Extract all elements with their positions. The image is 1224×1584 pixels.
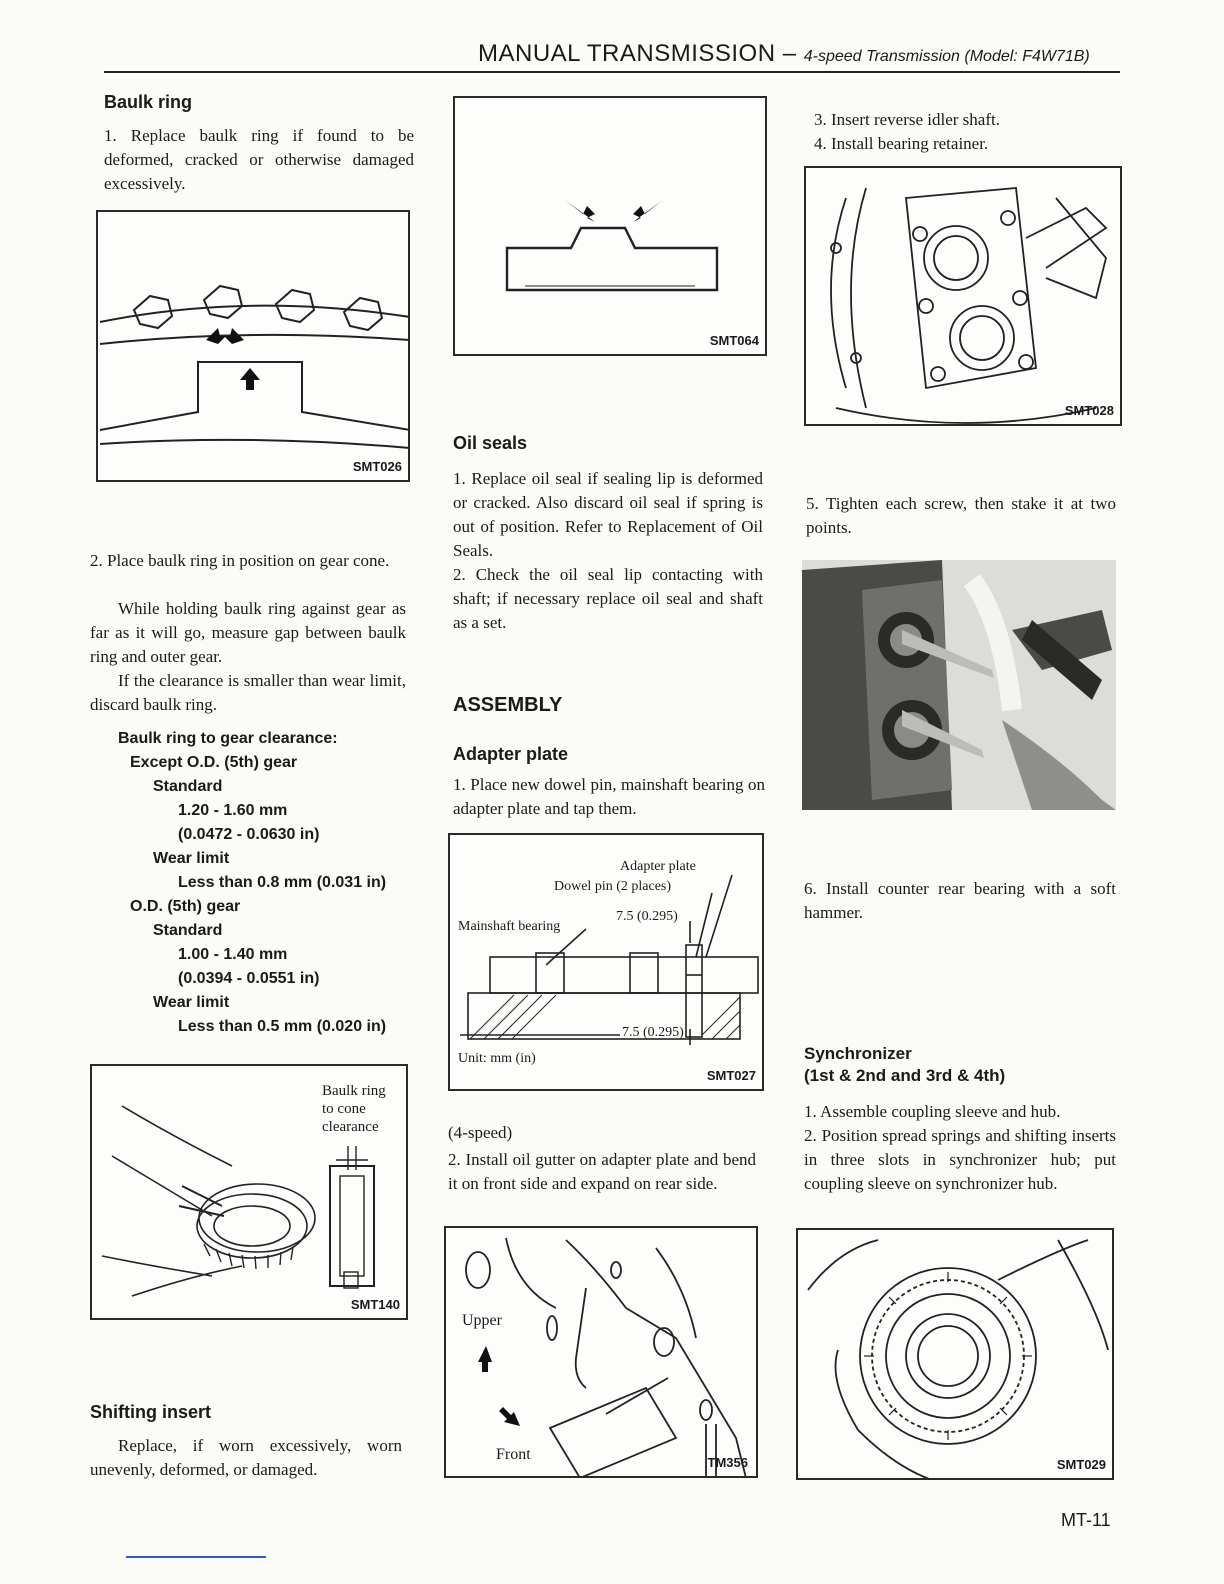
baulk-ring-heading: Baulk ring [104,92,193,112]
figure-code: SMT140 [350,1297,400,1312]
synchronizer-subheading: (1st & 2nd and 3rd & 4th) [804,1066,1006,1085]
page-number: MT-11 [1061,1510,1111,1530]
baulk-ring-step-2: 2. Place baulk ring in position on gear cone. [90,551,390,570]
synchronizer-step-1: 1. Assemble coupling sleeve and hub. [804,1102,1061,1121]
assembly-heading: ASSEMBLY [453,694,563,716]
label-front: Front [496,1446,531,1463]
baulk-ring-step-1: 1. Replace baulk ring if found to be deformed, cracked or otherwise damaged excessively. [104,126,414,193]
staking-photo-illustration [802,560,1116,810]
spec-standard-2-mm: 1.00 - 1.40 mm [178,946,288,963]
spec-standard-1-mm: 1.20 - 1.60 mm [178,802,288,819]
baulk-ring-clearance-text: If the clearance is smaller than wear limit, discard baulk ring. [90,671,406,714]
figure-smt027 [448,833,764,1091]
figure-tm356 [444,1226,758,1478]
oil-gutter-diagram [446,1228,758,1478]
step-4-bearing-retainer: 4. Install bearing retainer. [814,134,989,153]
step-6-counter-rear-bearing: 6. Install counter rear bearing with a soft hammer. [804,879,1116,922]
figure-smt140 [90,1064,408,1320]
synchronizer-hub-diagram [798,1230,1114,1480]
step-5-tighten-screw: 5. Tighten each screw, then stake it at two points. [806,494,1116,537]
adapter-plate-step-1: 1. Place new dowel pin, mainshaft bearing on adapter plate and tap them. [453,775,765,818]
header-rule [104,71,1120,73]
spec-wear-1-value: Less than 0.8 mm (0.031 in) [178,874,387,891]
figure-code: SMT027 [706,1068,756,1083]
label-dim-bottom: 7.5 (0.295) [622,1025,684,1040]
label-upper: Upper [462,1312,502,1329]
spec-standard-2: Standard [153,922,223,939]
spec-standard-1: Standard [153,778,223,795]
oil-seals-step-1: 1. Replace oil seal if sealing lip is deformed or cracked. Also discard oil seal if spring is out of position. Refer to Replacement of Oil Seals. [453,469,763,560]
photo-staking-screws [802,560,1116,810]
spec-standard-2-in: (0.0394 - 0.0551 in) [178,970,320,987]
figure-smt028 [804,166,1122,426]
adapter-plate-heading: Adapter plate [453,744,569,764]
label-adapter-plate: Adapter plate [620,859,696,874]
header-title: MANUAL TRANSMISSION [478,40,776,67]
spec-standard-1-in: (0.0472 - 0.0630 in) [178,826,320,843]
shifting-insert-heading: Shifting insert [90,1402,211,1422]
spec-except-od: Except O.D. (5th) gear [130,754,298,771]
page-header: MANUAL TRANSMISSION – 4-speed Transmission (Model: F4W71B) [478,40,1090,67]
synchronizer-heading: Synchronizer [804,1044,912,1063]
oil-seals-step-2: 2. Check the oil seal lip contacting with shaft; if necessary replace oil seal and shaft as a set. [453,565,763,632]
step-3-reverse-idler: 3. Insert reverse idler shaft. [814,110,1000,129]
baulk-ring-teeth-diagram [98,212,410,482]
label-unit: Unit: mm (in) [458,1051,536,1066]
shifting-insert-text: Replace, if worn excessively, worn unevenly, deformed, or damaged. [90,1436,402,1479]
spec-wear-2: Wear limit [153,994,230,1011]
adapter-plate-step-2: 2. Install oil gutter on adapter plate and bend it on front side and expand on rear side. [448,1150,756,1193]
spec-wear-2-value: Less than 0.5 mm (0.020 in) [178,1018,387,1035]
spec-od: O.D. (5th) gear [130,898,241,915]
label-mainshaft-bearing: Mainshaft bearing [458,919,561,934]
four-speed-label: (4-speed) [448,1123,513,1142]
label-dowel-pin: Dowel pin (2 places) [554,879,672,894]
figure-code: SMT028 [1064,403,1114,418]
figure-code: SMT064 [709,333,759,348]
figure-code: SMT026 [352,459,402,474]
spec-title: Baulk ring to gear clearance: [118,730,338,747]
baulk-ring-holding-text: While holding baulk ring against gear as far as it will go, measure gap between baulk ring and outer gear. [90,599,406,666]
bearing-retainer-diagram [806,168,1122,426]
figure-smt026 [96,210,410,482]
label-dim-top: 7.5 (0.295) [616,909,678,924]
figure-label-baulk-ring-clearance: Baulk ring to cone clearance [322,1083,386,1135]
header-subtitle: 4-speed Transmission (Model: F4W71B) [803,48,1090,65]
oil-seal-diagram [455,98,767,356]
figure-smt064 [453,96,767,356]
synchronizer-step-2: 2. Position spread springs and shifting inserts in three slots in synchronizer hub; put coupling sleeve on synchronizer hub. [804,1126,1116,1193]
figure-code: TM356 [707,1455,748,1470]
figure-code: SMT029 [1056,1457,1106,1472]
oil-seals-heading: Oil seals [453,433,528,453]
spec-wear-1: Wear limit [153,850,230,867]
footer-link-underline [126,1556,266,1558]
figure-smt029 [796,1228,1114,1480]
